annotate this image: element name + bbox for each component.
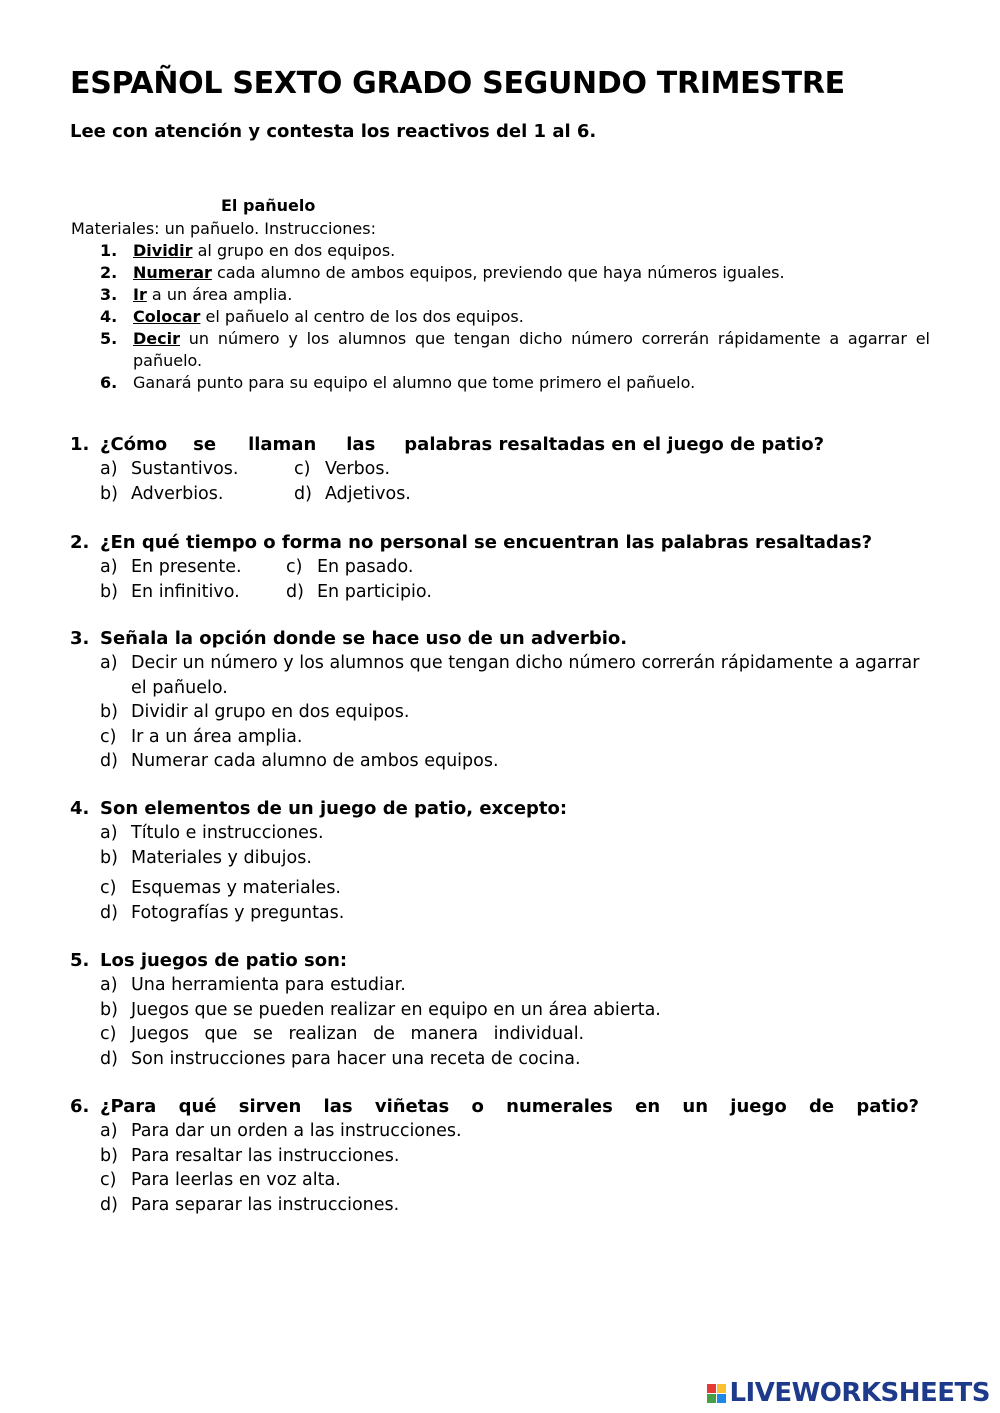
option-d[interactable] xyxy=(100,1047,940,1072)
step-number: 6. xyxy=(100,373,118,392)
option-c[interactable] xyxy=(100,876,940,901)
question-text xyxy=(70,797,940,821)
option-letter: a) xyxy=(100,653,118,673)
option-text: Son instrucciones para hacer una receta de cocina. xyxy=(131,1048,581,1069)
question-number: 1. xyxy=(70,434,90,455)
step-item xyxy=(100,284,930,306)
option-a[interactable] xyxy=(100,1119,940,1144)
liveworksheets-logo[interactable] xyxy=(707,1378,990,1408)
question-1 xyxy=(70,433,940,506)
option-text: Adjetivos. xyxy=(325,483,411,504)
option-letter: d) xyxy=(100,1048,118,1069)
option-text: Esquemas y materiales. xyxy=(131,878,341,899)
option-a[interactable] xyxy=(100,555,286,580)
option-text: Para separar las instrucciones. xyxy=(131,1194,400,1215)
option-text: Juegos que se realizan de manera individual. xyxy=(131,1024,585,1045)
question-3 xyxy=(70,627,940,774)
option-d[interactable] xyxy=(100,901,940,926)
option-text: Para dar un orden a las instrucciones. xyxy=(131,1121,462,1141)
step-text: un número y los alumnos que tengan dicho número correrán rápidamente a agarrar el pañuelo. xyxy=(133,329,930,370)
logo-mark-icon xyxy=(707,1384,726,1403)
option-letter: d) xyxy=(100,902,118,923)
option-text: Título e instrucciones. xyxy=(131,823,324,843)
step-verb: Numerar xyxy=(133,263,212,282)
answer-options xyxy=(70,651,940,774)
option-letter: c) xyxy=(294,459,311,479)
step-number: 2. xyxy=(100,263,118,282)
option-text: Para resaltar las instrucciones. xyxy=(131,1145,400,1166)
option-text: En presente. xyxy=(131,557,242,577)
option-a[interactable] xyxy=(100,651,940,700)
step-text: al grupo en dos equipos. xyxy=(192,241,396,260)
question-number: 4. xyxy=(70,798,90,819)
option-text: Dividir al grupo en dos equipos. xyxy=(131,702,410,723)
option-d[interactable] xyxy=(100,1193,940,1218)
option-letter: d) xyxy=(294,483,312,504)
question-label: Son elementos de un juego de patio, excepto: xyxy=(100,798,568,819)
option-text: Ir a un área amplia. xyxy=(131,726,303,747)
step-verb: Decir xyxy=(133,329,180,348)
logo-text: LIVEWORKSHEETS xyxy=(729,1378,990,1408)
option-row xyxy=(100,555,940,580)
option-row xyxy=(100,482,940,507)
question-6 xyxy=(70,1095,940,1217)
question-label: ¿Para qué sirven las viñetas o numerales en un juego de patio? xyxy=(100,1096,919,1117)
question-word: se xyxy=(193,434,217,455)
step-verb: Ir xyxy=(133,285,147,304)
instruction-steps xyxy=(100,240,930,394)
step-text: a un área amplia. xyxy=(146,285,293,304)
step-number: 3. xyxy=(100,285,118,304)
option-text: Verbos. xyxy=(325,459,391,479)
question-text xyxy=(70,1095,940,1119)
option-b[interactable] xyxy=(100,846,940,871)
option-letter: c) xyxy=(100,726,117,747)
question-label: ¿En qué tiempo o forma no personal se encuentran las palabras resaltadas? xyxy=(100,532,873,553)
materials-text: Materiales: un pañuelo. Instrucciones: xyxy=(71,219,376,238)
option-letter: a) xyxy=(100,975,118,995)
option-text: Sustantivos. xyxy=(131,459,239,479)
option-b[interactable] xyxy=(100,482,294,507)
question-word: palabras resaltadas en el juego de patio? xyxy=(404,434,825,455)
option-letter: a) xyxy=(100,459,118,479)
option-text: Decir un número y los alumnos que tengan dicho número correrán rápidamente a agarrar el pañuelo. xyxy=(131,653,920,698)
option-letter: d) xyxy=(286,581,304,602)
question-label: Señala la opción donde se hace uso de un adverbio. xyxy=(100,628,628,649)
question-word: las xyxy=(346,434,376,455)
step-verb: Dividir xyxy=(133,241,193,260)
question-text xyxy=(70,433,940,457)
question-number: 3. xyxy=(70,628,90,649)
option-text: En infinitivo. xyxy=(131,581,240,602)
option-c[interactable] xyxy=(100,725,940,750)
option-letter: c) xyxy=(100,1170,117,1191)
option-b[interactable] xyxy=(100,580,286,605)
question-5 xyxy=(70,949,940,1071)
option-c[interactable] xyxy=(286,555,413,580)
answer-options xyxy=(70,555,940,604)
step-item xyxy=(100,306,930,328)
option-c[interactable] xyxy=(100,1168,940,1193)
option-text: Juegos que se pueden realizar en equipo en un área abierta. xyxy=(131,999,661,1020)
answer-options xyxy=(70,1119,940,1217)
question-text xyxy=(70,949,940,973)
step-item xyxy=(100,262,930,284)
option-text: Materiales y dibujos. xyxy=(131,847,312,868)
option-text: Adverbios. xyxy=(131,483,224,504)
step-item xyxy=(100,240,930,262)
question-number: 2. xyxy=(70,532,90,553)
question-text xyxy=(70,531,940,555)
step-item xyxy=(100,328,930,372)
answer-options xyxy=(70,821,940,925)
logo-square-yellow xyxy=(717,1384,726,1393)
option-b[interactable] xyxy=(100,1144,940,1169)
step-text: cada alumno de ambos equipos, previendo que haya números iguales. xyxy=(211,263,785,282)
step-verb: Colocar xyxy=(133,307,201,326)
option-d[interactable] xyxy=(100,749,940,774)
reading-title: El pañuelo xyxy=(221,196,316,215)
step-text: Ganará punto para su equipo el alumno que tome primero el pañuelo. xyxy=(133,373,696,392)
question-number: 5. xyxy=(70,950,90,971)
option-a[interactable] xyxy=(100,973,940,998)
option-letter: d) xyxy=(100,751,118,772)
option-a[interactable] xyxy=(100,821,940,846)
option-letter: b) xyxy=(100,702,118,723)
option-letter: a) xyxy=(100,823,118,843)
step-number: 4. xyxy=(100,307,118,326)
answer-options xyxy=(70,973,940,1071)
option-letter: b) xyxy=(100,1145,118,1166)
option-letter: c) xyxy=(286,557,303,577)
question-text xyxy=(70,627,940,651)
option-c[interactable] xyxy=(294,457,390,482)
option-letter: b) xyxy=(100,581,118,602)
step-item xyxy=(100,372,930,394)
option-b[interactable] xyxy=(100,700,940,725)
question-word: ¿Cómo xyxy=(100,434,168,455)
logo-square-red xyxy=(707,1384,716,1393)
step-text: el pañuelo al centro de los dos equipos. xyxy=(200,307,524,326)
logo-square-green xyxy=(707,1394,716,1403)
option-d[interactable] xyxy=(286,580,432,605)
step-number: 1. xyxy=(100,241,118,260)
option-letter: b) xyxy=(100,999,118,1020)
option-a[interactable] xyxy=(100,457,294,482)
option-row xyxy=(100,457,940,482)
step-number: 5. xyxy=(100,329,118,348)
option-row xyxy=(100,580,940,605)
option-text: En participio. xyxy=(317,581,432,602)
logo-square-blue xyxy=(717,1394,726,1403)
option-letter: b) xyxy=(100,483,118,504)
option-b[interactable] xyxy=(100,998,940,1023)
option-letter: c) xyxy=(100,1024,117,1045)
page-title: ESPAÑOL SEXTO GRADO SEGUNDO TRIMESTRE xyxy=(70,66,845,101)
option-text: Para leerlas en voz alta. xyxy=(131,1170,341,1191)
option-text: Fotografías y preguntas. xyxy=(131,902,345,923)
option-c[interactable] xyxy=(100,1022,940,1047)
option-letter: d) xyxy=(100,1194,118,1215)
question-number: 6. xyxy=(70,1096,90,1117)
option-letter: a) xyxy=(100,557,118,577)
option-letter: a) xyxy=(100,1121,118,1141)
question-4 xyxy=(70,797,940,925)
option-letter: b) xyxy=(100,847,118,868)
option-text: Numerar cada alumno de ambos equipos. xyxy=(131,751,499,772)
answer-options xyxy=(70,457,940,506)
option-text: En pasado. xyxy=(317,557,414,577)
question-2 xyxy=(70,531,940,604)
instruction-text: Lee con atención y contesta los reactivos del 1 al 6. xyxy=(70,121,597,142)
question-label: Los juegos de patio son: xyxy=(100,950,348,971)
option-text: Una herramienta para estudiar. xyxy=(131,975,406,995)
question-word: llaman xyxy=(248,434,317,455)
option-d[interactable] xyxy=(294,482,411,507)
option-letter: c) xyxy=(100,878,117,899)
